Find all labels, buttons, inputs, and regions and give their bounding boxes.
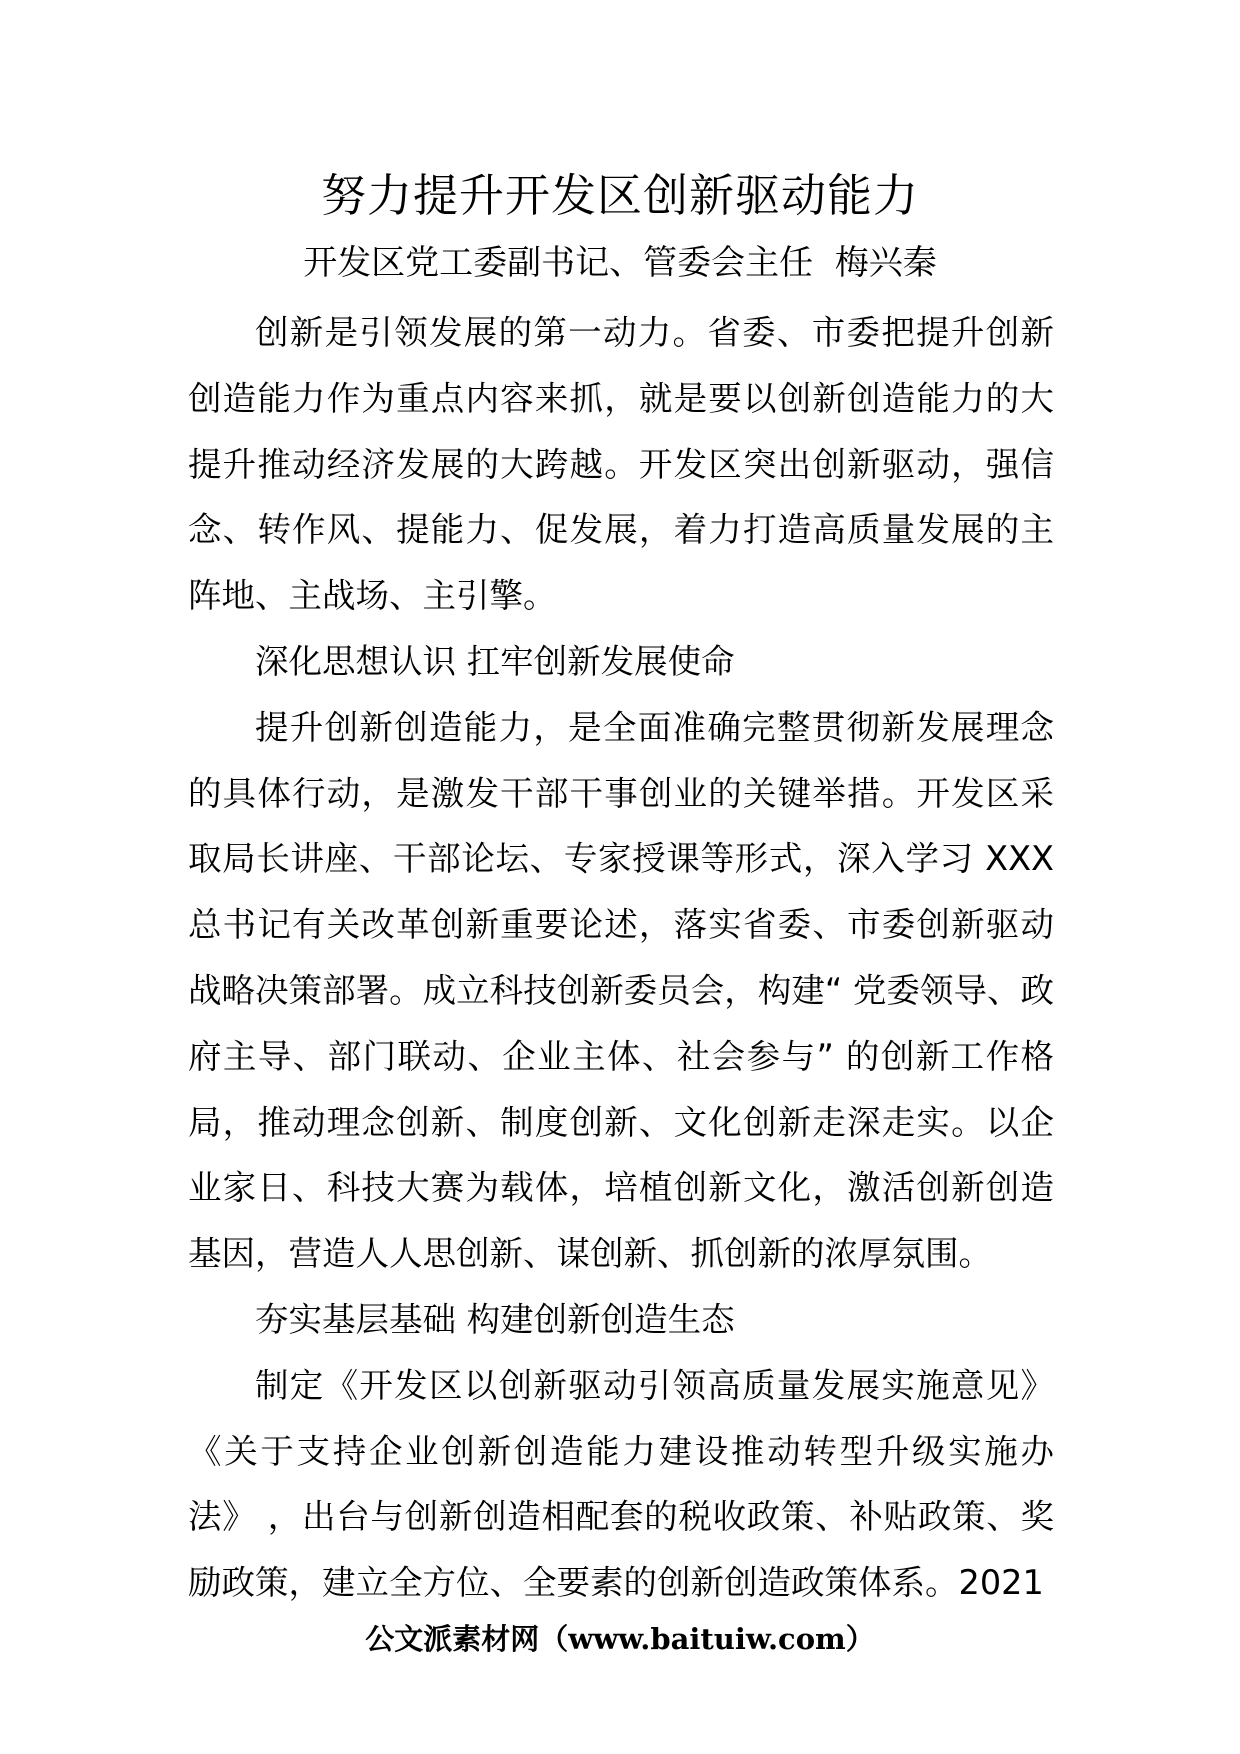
document-body	[188, 300, 1054, 1616]
paragraph-section-2: 制定《开发区以创新驱动引领高质量发展实施意见》《关于支持企业创新创造能力建设推动转型升级实施办法》 ，出台与创新创造相配套的税收政策、补贴政策、奖励政策，建立全方位、全要素的创新创造政策体系。2021	[188, 1365, 1054, 1603]
document-title: 努力提升开发区创新驱动能力	[320, 169, 919, 222]
section-heading-2: 夯实基层基础 构建创新创造生态	[255, 1299, 735, 1339]
section-heading-1: 深化思想认识 扛牢创新发展使命	[255, 641, 735, 681]
paragraph-intro: 创新是引领发展的第一动力。省委、市委把提升创新创造能力作为重点内容来抓，就是要以创新创造能力的大提升推动经济发展的大跨越。开发区突出创新驱动，强信念、转作风、提能力、促发展，着力打造高质量发展的主阵地、主战场、主引擎。	[188, 313, 1054, 616]
author-byline: 开发区党工委副书记、管委会主任 梅兴秦	[303, 243, 937, 283]
footer-watermark: 公文派素材网（www.baituiw.com）	[365, 1622, 875, 1656]
paragraph-section-1: 提升创新创造能力，是全面准确完整贯彻新发展理念的具体行动，是激发干部干事创业的关键举措。开发区采取局长讲座、干部论坛、专家授课等形式，深入学习 XXX 总书记有关改革创新重要论述，落实省委、市委创新驱动战略决策部署。成立科技创新委员会，构建“ 党委领导、政府主导、部门联动、企业主体、社会参与” 的创新工作格局，推动理念创新、制度创新、文化创新走深走实。以企业家日、科技大赛为载体，培植创新文化，激活创新创造基因，营造人人思创新、谋创新、抓创新的浓厚氛围。	[188, 707, 1054, 1274]
